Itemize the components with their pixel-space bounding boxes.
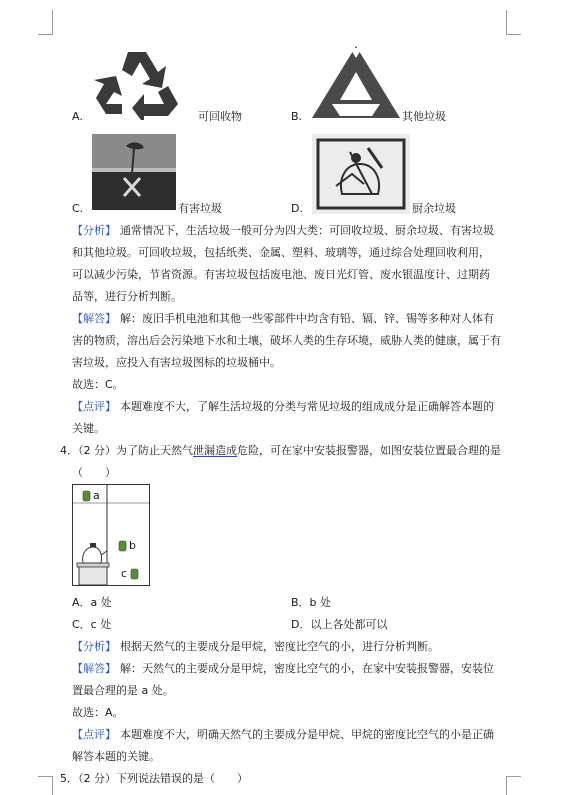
q4-stem-line-2: （ ） <box>72 466 116 479</box>
option-a-letter: A. <box>72 110 83 123</box>
q4-option-a: A．a 处 <box>72 596 112 609</box>
q4-option-d: D．以上各处都可以 <box>291 618 388 631</box>
q4-solution-line-2: 置最合理的是 a 处。 <box>72 684 174 697</box>
option-a-caption: 可回收物 <box>198 110 242 123</box>
q4-comment-tag: 【点评】 <box>72 728 116 741</box>
q4-analysis-tag: 【分析】 <box>72 640 116 653</box>
q3-solution-line-3: 害垃圾，应投入有害垃圾图标的垃圾桶中。 <box>72 356 281 369</box>
q3-analysis-line-1: 通常情况下，生活垃圾一般可分为四大类：可回收垃圾、厨余垃圾、有害垃圾 <box>120 224 494 237</box>
q3-analysis-tag: 【分析】 <box>72 224 116 237</box>
q3-comment-line-2: 关键。 <box>72 422 105 435</box>
q3-solution-line-2: 害的物质，溶出后会污染地下水和土壤，破坏人类的生存环境，威胁人类的健康，属于有 <box>72 334 501 347</box>
option-b-letter: B. <box>291 110 303 123</box>
option-c-caption: 有害垃圾 <box>178 202 222 215</box>
figure-label-b: b <box>129 539 136 552</box>
crop-mark-top-left-h <box>38 34 53 35</box>
q3-comment-line-1: 本题难度不大，了解生活垃圾的分类与常见垃圾的组成成分是正确解答本题的 <box>120 400 494 413</box>
q4-solution-line-1: 解：天然气的主要成分是甲烷，密度比空气的小，在家中安装报警器，安装位 <box>120 662 494 675</box>
q4-answer: 故选：A。 <box>72 706 124 719</box>
crop-mark-top-right-h <box>506 34 521 35</box>
option-c-letter: C. <box>72 202 84 215</box>
q4-stem-suffix: 危险，可在家中安装报警器，如图安装位置最合理的是 <box>237 444 501 457</box>
option-d-caption: 厨余垃圾 <box>412 202 456 215</box>
q3-answer: 故选：C。 <box>72 378 124 391</box>
crop-mark-bottom-left-h <box>38 776 53 777</box>
kitchen-waste-icon <box>312 134 410 214</box>
q4-option-b: B．b 处 <box>291 596 332 609</box>
q4-kitchen-figure <box>72 484 150 586</box>
option-b-caption: 其他垃圾 <box>402 110 446 123</box>
crop-mark-bottom-right-h <box>506 776 521 777</box>
q3-analysis-line-4: 品等，进行分析判断。 <box>72 290 182 303</box>
q3-comment-tag: 【点评】 <box>72 400 116 413</box>
recycle-icon <box>92 48 182 120</box>
crop-mark-bottom-left-v <box>52 776 53 795</box>
option-d-letter: D. <box>291 202 303 215</box>
q4-comment-line-2: 解答本题的关键。 <box>72 750 160 763</box>
q4-stem-prefix: 4．（2 分）为了防止天然气 <box>60 444 193 457</box>
q5-stem: 5．（2 分）下列说法错误的是（ ） <box>60 772 248 785</box>
q3-solution-line-1: 解：废旧手机电池和其他一些零部件中均含有铅、镉、锌、锡等多种对人体有 <box>120 312 494 325</box>
q3-analysis-line-3: 可以减少污染，节省资源。有害垃圾包括废电池、废日光灯管、废水银温度计、过期药 <box>72 268 490 281</box>
kitchen-scene <box>73 485 149 585</box>
q4-analysis-text: 根据天然气的主要成分是甲烷，密度比空气的小，进行分析判断。 <box>120 640 439 653</box>
crop-mark-top-left-v <box>52 10 53 34</box>
q4-solution-tag: 【解答】 <box>72 662 116 675</box>
q4-comment-line-1: 本题难度不大，明确天然气的主要成分是甲烷、甲烷的密度比空气的小是正确 <box>120 728 494 741</box>
figure-label-a: a <box>93 489 100 502</box>
q3-analysis-line-2: 和其他垃圾。可回收垃圾，包括纸类、金属、塑料、玻璃等，通过综合处理回收利用， <box>72 246 490 259</box>
q4-option-c: C．c 处 <box>72 618 112 631</box>
q3-solution-tag: 【解答】 <box>72 312 116 325</box>
q4-stem-underlined: 泄漏造成 <box>193 444 237 457</box>
crop-mark-bottom-right-v <box>506 776 507 795</box>
hazardous-waste-icon <box>92 134 176 210</box>
triangle-waste-icon <box>310 44 402 122</box>
figure-label-c: c <box>121 567 128 580</box>
q4-stem <box>60 444 501 458</box>
crop-mark-top-right-v <box>506 10 507 34</box>
